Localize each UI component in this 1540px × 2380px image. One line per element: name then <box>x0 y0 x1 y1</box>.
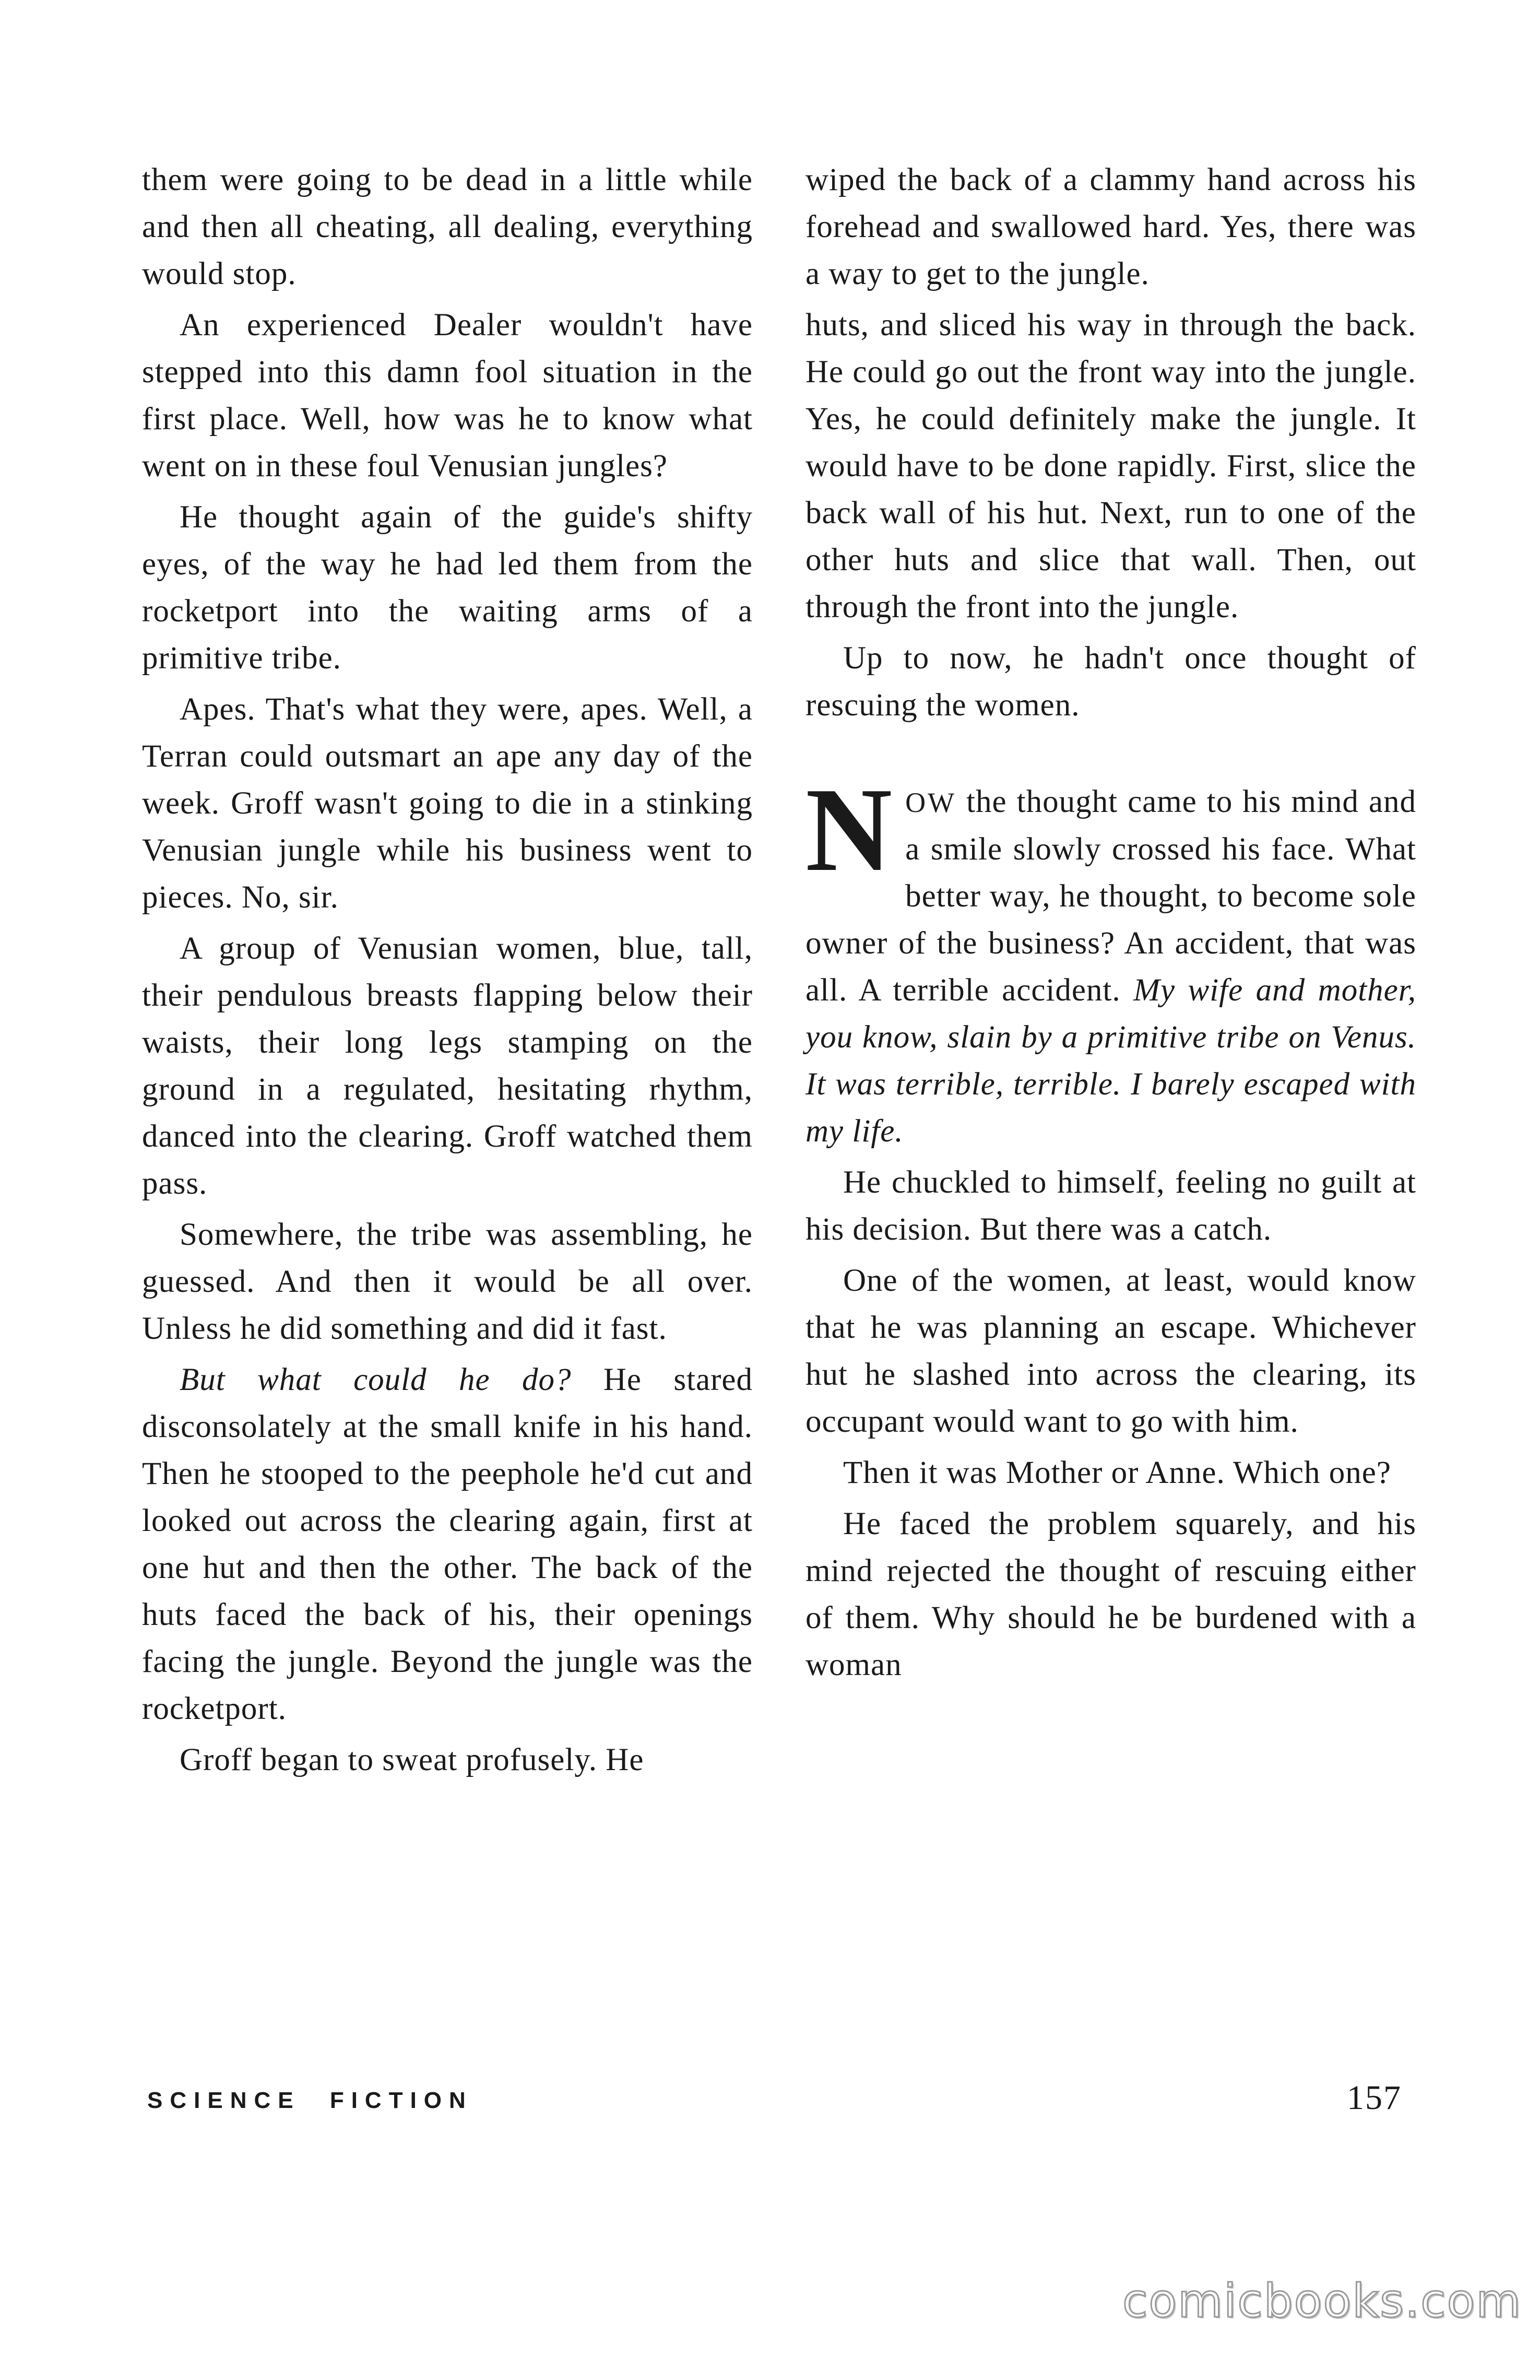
paragraph: Groff began to sweat profusely. He <box>180 1742 644 1777</box>
paragraph: Apes. That's what they were, apes. Well, a Terran could outsmart an ape any day of the week. Groff wasn't going to die in a stinking Venusian jungle while his business went to pieces. No, sir. <box>142 692 753 915</box>
paragraph: wiped the back of a clammy hand across his forehead and swallowed hard. Yes, there was a way to get to the jungle. <box>805 162 1416 291</box>
italic-thought: But what could he do? <box>180 1362 572 1397</box>
paragraph <box>142 1357 753 1733</box>
paragraph: He faced the problem squarely, and his mind rejected the thought of rescuing either of them. Why should he be burdened with a woman <box>805 1506 1416 1682</box>
paragraph: An experienced Dealer wouldn't have stepped into this damn fool situation in the first place. Well, how was he to know what went on in these foul Venusian jungles? <box>142 308 753 484</box>
watermark-logo: comicbooks.com <box>1122 2274 1522 2328</box>
paragraph: He chuckled to himself, feeling no guilt at his decision. But there was a catch. <box>805 1165 1416 1247</box>
paragraph: huts, and sliced his way in through the back. He could go out the front way into the jungle. Yes, he could definitely make the jungle. It would have to be done rapidly. First, slice the back wall of his hut. Next, run to one of the other huts and slice that wall. Then, out through the front into the jungle. <box>805 308 1416 625</box>
paragraph: them were going to be dead in a little while and then all cheating, all dealing, everything would stop. <box>142 162 753 291</box>
dropcap-paragraph <box>805 763 1416 1155</box>
dropcap-lead: OW <box>905 787 957 818</box>
magazine-title-footer: SCIENCE FICTION <box>147 2088 473 2113</box>
right-column <box>805 157 1416 1693</box>
left-column <box>142 157 753 1788</box>
paragraph: He thought again of the guide's shifty eyes, of the way he had led them from the rocketport into the waiting arms of a primitive tribe. <box>142 500 753 676</box>
paragraph-text: the thought came to his mind and a smile slowly crossed his face. What better way, he thought, to become sole owner of the business? An accident, that was all. A terrible accident. <box>805 784 1416 1008</box>
paragraph: Up to now, he hadn't once thought of rescuing the women. <box>805 641 1416 723</box>
italic-thought: My wife and mother, you know, slain by a primitive tribe on Venus. It was terrible, terrible. I barely escaped with my life. <box>805 973 1416 1149</box>
paragraph: One of the women, at least, would know that he was planning an escape. Whichever hut he slashed into across the clearing, its occupant would want to go with him. <box>805 1263 1416 1439</box>
paragraph: Then it was Mother or Anne. Which one? <box>843 1455 1391 1490</box>
paragraph-text: He stared disconsolately at the small knife in his hand. Then he stooped to the peephole he'd cut and looked out across the clearing again, first at one hut and then the other. The back of the huts faced the back of his, their openings facing the jungle. Beyond the jungle was the rocketport. <box>142 1362 753 1726</box>
paragraph: A group of Venusian women, blue, tall, their pendulous breasts flapping below their waists, their long legs stamping on the ground in a regulated, hesitating rhythm, danced into the clearing. Groff watched them pass. <box>142 931 753 1201</box>
paragraph: Somewhere, the tribe was assembling, he guessed. And then it would be all over. Unless he did something and did it fast. <box>142 1217 753 1346</box>
drop-cap-letter: N <box>805 763 893 896</box>
page-number: 157 <box>1347 2079 1402 2117</box>
